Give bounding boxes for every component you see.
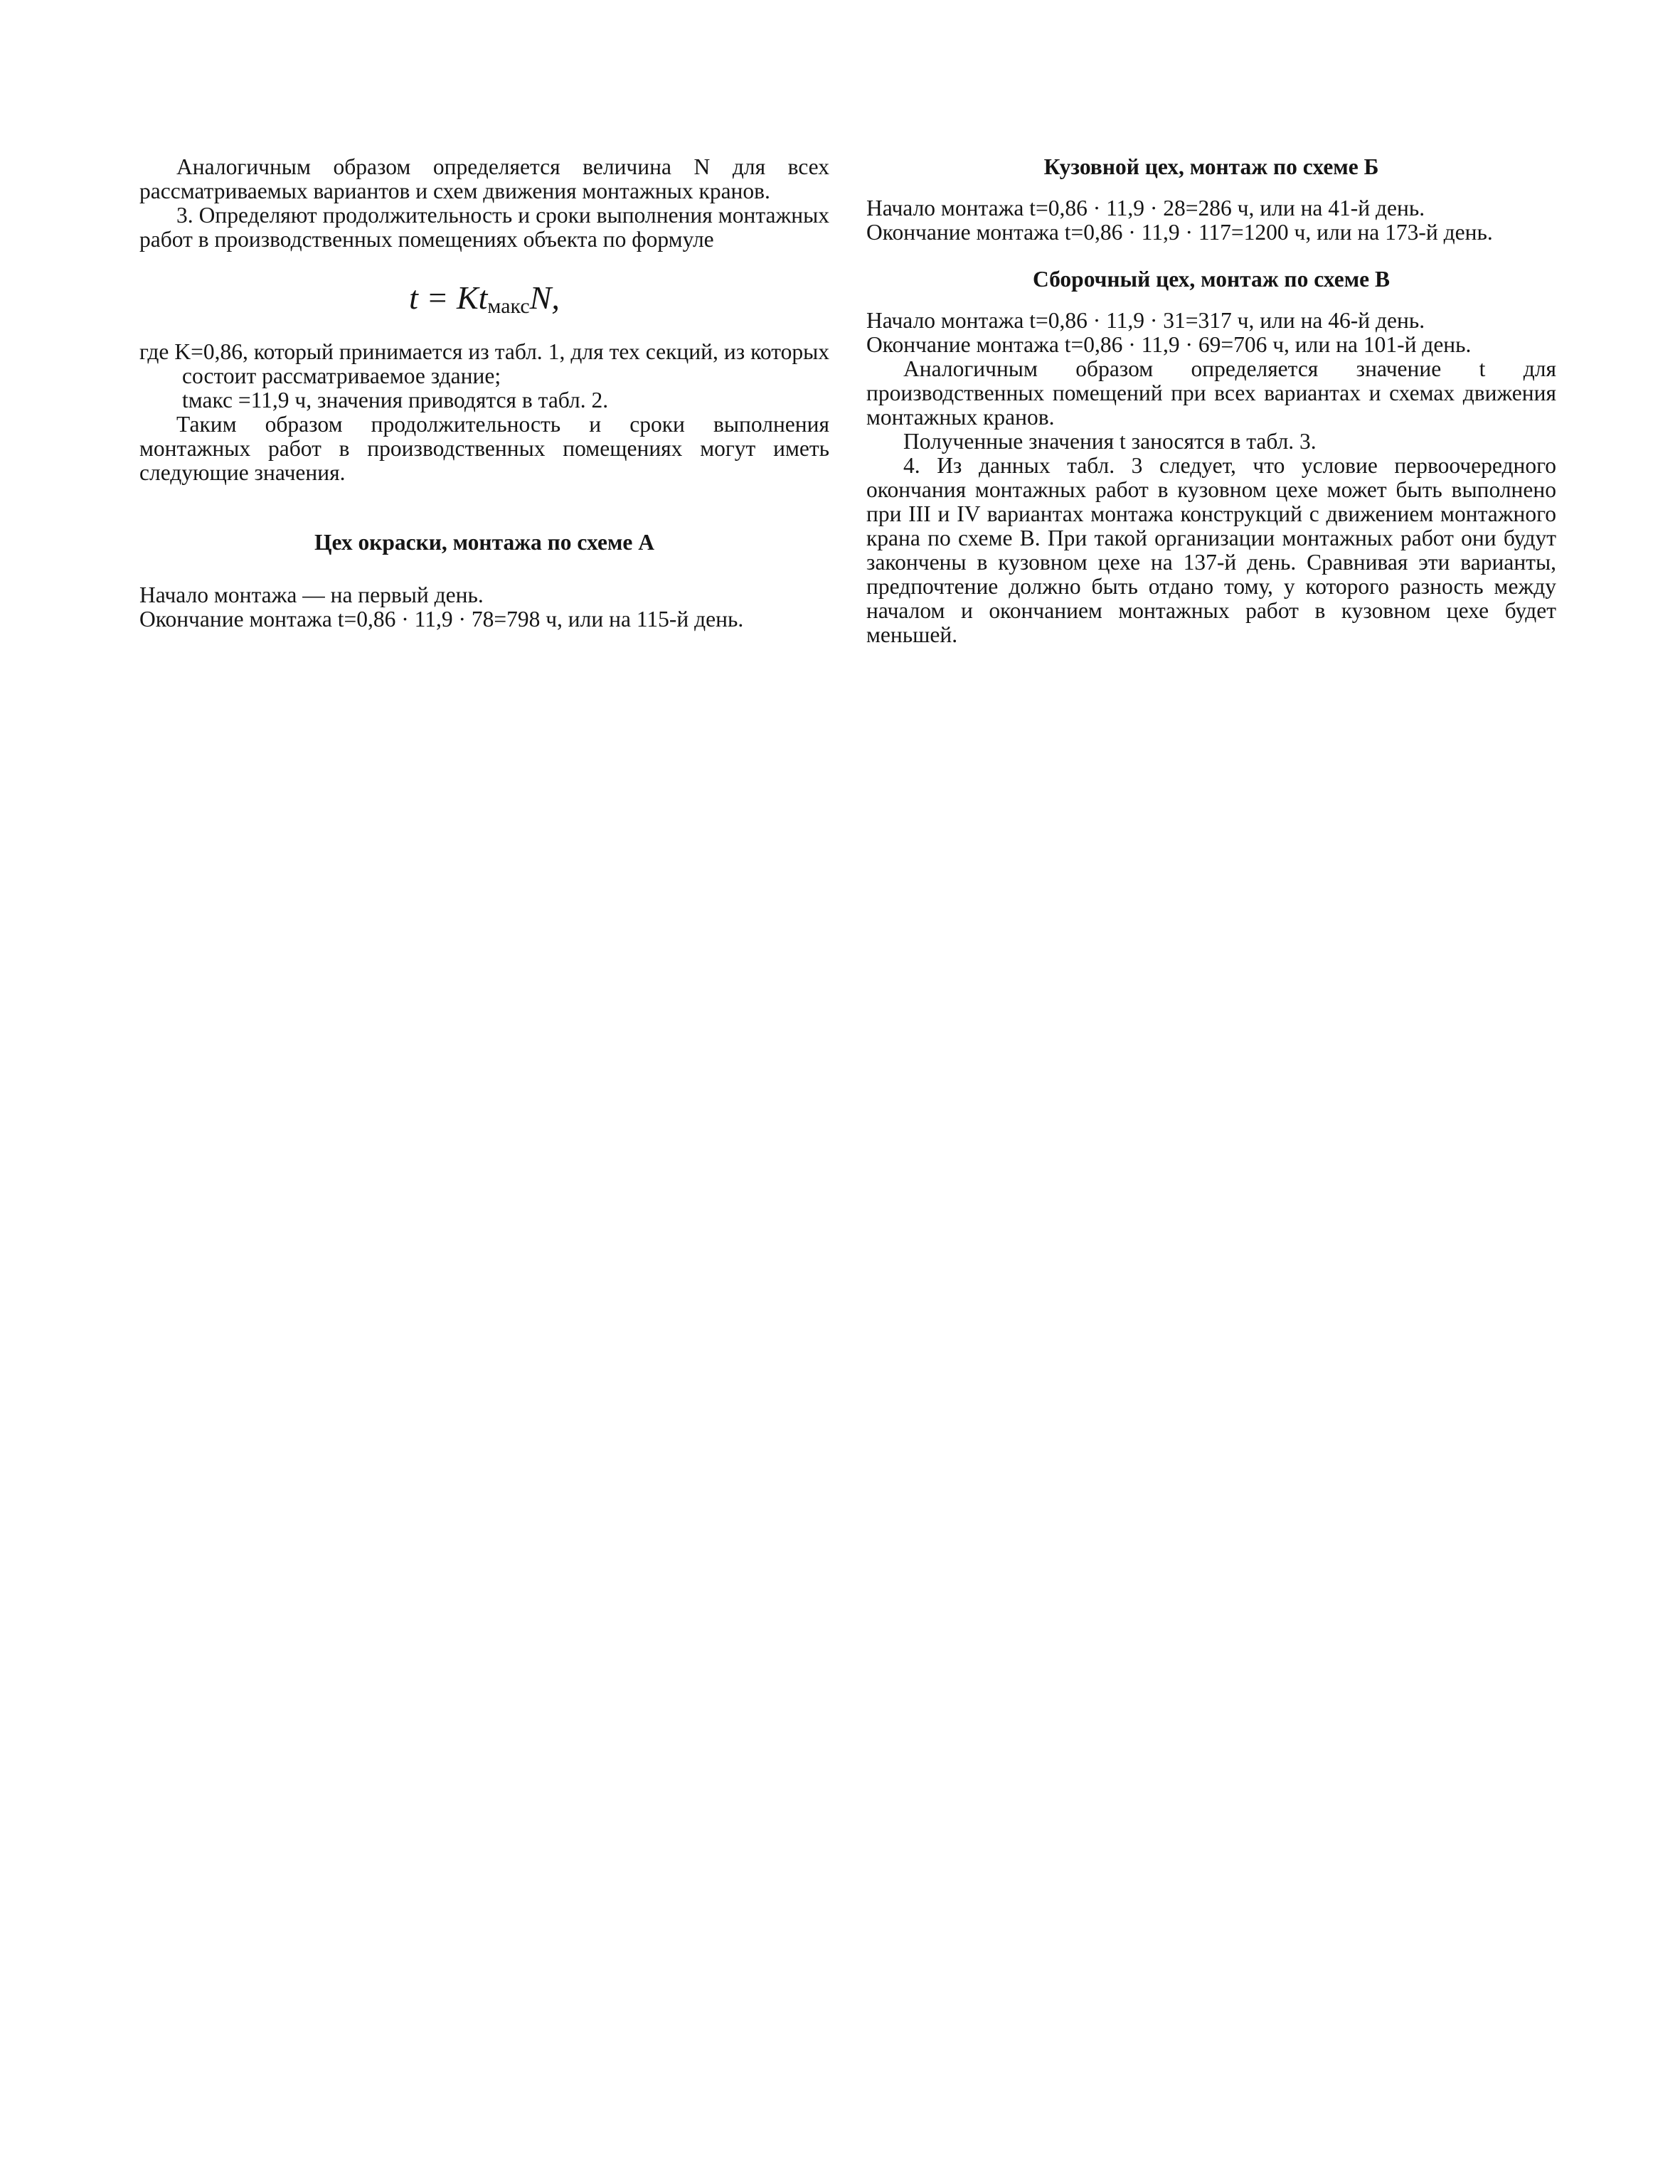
end-body-shop: Окончание монтажа t=0,86 · 11,9 · 117=1200 ч, или на 173-й день. — [866, 220, 1493, 245]
formula-main: t = Kt — [409, 279, 488, 316]
where-t-definition: tмакс =11,9 ч, значения приводятся в табл. 2. — [182, 388, 609, 412]
right-column — [866, 155, 1556, 647]
left-column — [139, 155, 829, 632]
heading-paint-shop: Цех окраски, монтажа по схеме A — [314, 530, 655, 555]
where-k-definition: где K=0,86, который принимается из табл. 1, для тех секций, из которых состоит рассматриваемое здание; — [139, 339, 829, 388]
paragraph-thus: Таким образом продолжительность и сроки выполнения монтажных работ в производственных помещениях могут иметь следующие значения. — [139, 412, 829, 485]
start-paint-shop: Начало монтажа — на первый день. — [139, 582, 484, 607]
heading-assembly-shop: Сборочный цех, монтаж по схеме B — [1032, 267, 1391, 292]
paragraph-analog-n: Аналогичным образом определяется величина N для всех рассматриваемых вариантов и схем движения монтажных кранов. — [139, 154, 829, 203]
paragraph-table-3: Полученные значения t заносятся в табл. 3. — [903, 429, 1317, 454]
paragraph-step-4: 4. Из данных табл. 3 следует, что условие первоочередного окончания монтажных работ в кузовном цехе может быть выполнено при III и IV вариантах монтажа конструкций с движением монтажного крана по схеме B. При такой организации монтажных работ они будут закончены в кузовном цехе на 137-й день. Сравнивая эти варианты, предпочтение должно быть отдано тому, у которого разность между началом и окончанием монтажных работ в кузовном цехе будет меньшей. — [866, 453, 1556, 647]
paragraph-analog-t: Аналогичным образом определяется значение t для производственных помещений при всех вариантах и схемах движения монтажных кранов. — [866, 356, 1556, 430]
end-paint-shop: Окончание монтажа t=0,86 · 11,9 · 78=798 ч, или на 115-й день. — [139, 607, 744, 632]
start-assembly-shop: Начало монтажа t=0,86 · 11,9 · 31=317 ч, или на 46-й день. — [866, 308, 1425, 333]
start-body-shop: Начало монтажа t=0,86 · 11,9 · 28=286 ч, или на 41-й день. — [866, 196, 1425, 220]
formula — [139, 280, 829, 320]
formula-end: N, — [529, 279, 560, 316]
paragraph-step-3: 3. Определяют продолжительность и сроки выполнения монтажных работ в производственных помещениях объекта по формуле — [139, 203, 829, 252]
end-assembly-shop: Окончание монтажа t=0,86 · 11,9 · 69=706 ч, или на 101-й день. — [866, 332, 1472, 357]
formula-subscript: макс — [487, 294, 530, 318]
heading-body-shop: Кузовной цех, монтаж по схеме Б — [1043, 154, 1379, 179]
